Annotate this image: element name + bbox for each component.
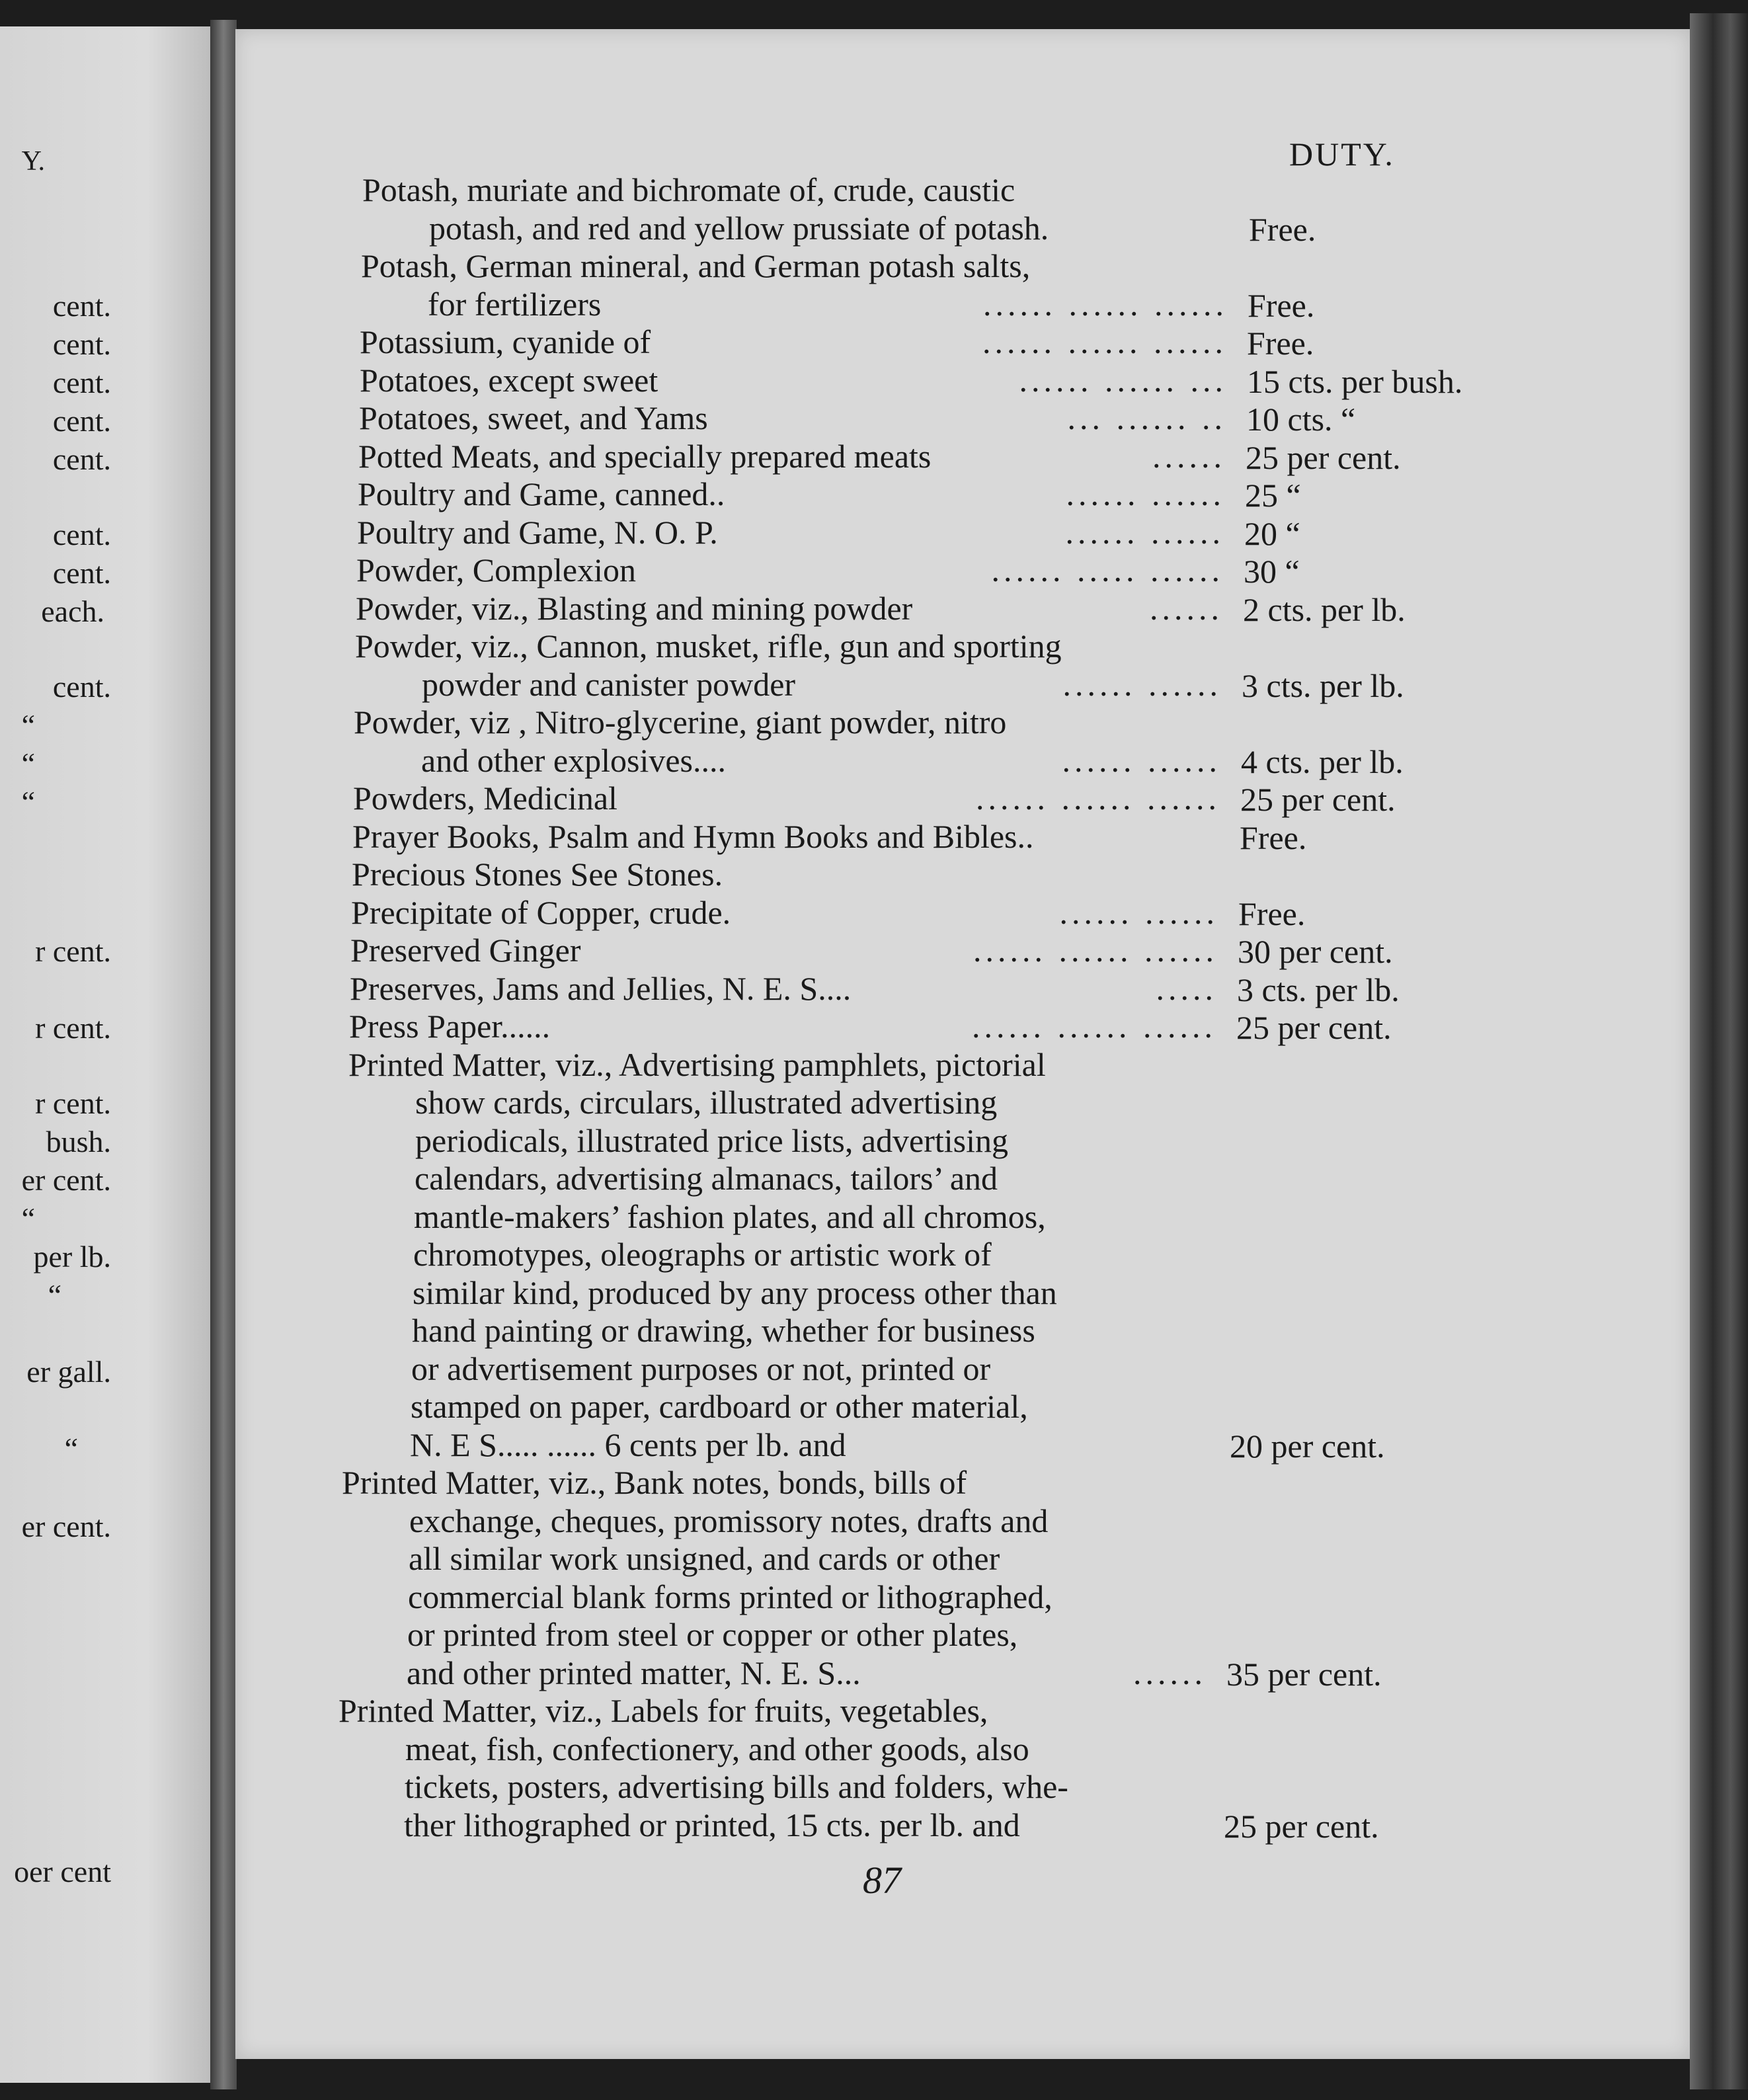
dot-leader: ...... ...... ...... xyxy=(976,780,1220,817)
tariff-entry-line xyxy=(355,627,1242,665)
tariff-entry-line xyxy=(411,1350,1231,1388)
entry-description: Potash, German mineral, and German potash salts, xyxy=(361,247,1031,284)
entry-description: Potatoes, except sweet xyxy=(360,361,658,399)
dot-leader: ...... ...... ...... xyxy=(982,323,1227,360)
tariff-entry-line xyxy=(429,209,1249,247)
entry-description: chromotypes, oleographs or artistic work of xyxy=(413,1236,992,1273)
tariff-entry-line xyxy=(414,1197,1234,1236)
entry-description: Printed Matter, viz., Bank notes, bonds, bills of xyxy=(342,1464,967,1501)
page-edge xyxy=(1690,13,1748,2089)
tariff-entry-line xyxy=(407,1654,1226,1692)
tariff-entry-line xyxy=(338,1691,1226,1730)
tariff-entry-line xyxy=(360,323,1247,361)
duty-column-header: DUTY. xyxy=(1289,136,1395,173)
duty-value: Free. xyxy=(1238,895,1306,932)
duty-value: 20 per cent. xyxy=(1230,1427,1385,1465)
tariff-entry-line xyxy=(362,171,1250,209)
left-facing-page xyxy=(0,26,210,2083)
tariff-entry-line xyxy=(358,437,1246,475)
dot-leader: ...... ...... xyxy=(1065,513,1224,551)
left-page-fragment: cent. xyxy=(52,556,111,590)
tariff-entry-line xyxy=(349,1007,1236,1045)
duty-value: 10 cts. “ xyxy=(1246,401,1356,438)
duty-value: Free. xyxy=(1240,819,1307,856)
duty-value: Free. xyxy=(1247,325,1314,362)
duty-value: Free. xyxy=(1249,210,1316,248)
entry-description: ther lithographed or printed, 15 cts. per lb. and xyxy=(404,1806,1020,1843)
duty-value: 30 “ xyxy=(1244,553,1300,590)
entry-description: meat, fish, confectionery, and other goods, also xyxy=(405,1730,1029,1767)
entry-description: or printed from steel or copper or other plates, xyxy=(407,1616,1018,1653)
left-page-fragment: er cent. xyxy=(21,1510,111,1543)
duty-value: 25 per cent. xyxy=(1246,438,1401,476)
left-page-fragment: r cent. xyxy=(35,934,111,968)
entry-description: Precipitate of Copper, crude. xyxy=(351,893,731,931)
tariff-entry-line xyxy=(409,1502,1229,1540)
tariff-entry-line xyxy=(358,475,1245,513)
dot-leader: ...... ...... xyxy=(1062,741,1221,779)
tariff-entry-line xyxy=(356,551,1244,589)
left-page-fragment: er gall. xyxy=(26,1355,111,1389)
dot-leader: ...... ...... ... xyxy=(1019,361,1227,399)
dot-leader: ...... ...... xyxy=(1062,665,1222,703)
tariff-entry-line xyxy=(352,855,1239,893)
entry-description: and other explosives.... xyxy=(421,741,727,779)
tariff-entry-line xyxy=(352,817,1240,856)
tariff-entry-line xyxy=(404,1806,1224,1844)
entry-description: potash, and red and yellow prussiate of potash. xyxy=(429,209,1049,247)
left-page-fragment: r cent. xyxy=(35,1086,111,1120)
entry-description: Powder, Complexion xyxy=(356,551,636,588)
entry-description: Powders, Medicinal xyxy=(353,780,617,817)
book-gutter xyxy=(210,20,237,2089)
page-number: 87 xyxy=(863,1859,901,1902)
entry-description: exchange, cheques, promissory notes, drafts and xyxy=(409,1502,1049,1539)
duty-value: 2 cts. per lb. xyxy=(1243,590,1406,628)
duty-value: 25 per cent. xyxy=(1224,1807,1379,1845)
dot-leader: ...... ...... ...... xyxy=(983,285,1228,323)
duty-value: 20 “ xyxy=(1244,514,1300,552)
dot-leader: ...... ...... ...... xyxy=(973,932,1218,969)
entry-description: calendars, advertising almanacs, tailors’ and xyxy=(415,1160,998,1197)
entry-description: stamped on paper, cardboard or other material, xyxy=(411,1388,1028,1425)
left-page-fragment: cent. xyxy=(52,289,111,323)
dot-leader: ...... ..... ...... xyxy=(991,551,1224,588)
entry-description: Precious Stones See Stones. xyxy=(352,856,723,893)
entry-description: Potash, muriate and bichromate of, crude, caustic xyxy=(362,171,1015,208)
tariff-entry-line xyxy=(342,1463,1229,1502)
tariff-entry-line xyxy=(415,1121,1235,1160)
tariff-entry-line xyxy=(421,741,1241,780)
tariff-entry-line xyxy=(410,1426,1230,1464)
entry-description: for fertilizers xyxy=(428,285,602,323)
tariff-entry-line xyxy=(359,399,1246,437)
entry-description: Poultry and Game, N. O. P. xyxy=(357,513,718,551)
entry-description: Press Paper...... xyxy=(349,1008,551,1045)
entry-description: Poultry and Game, canned.. xyxy=(358,475,725,512)
left-page-fragment: “ xyxy=(21,708,35,742)
left-page-fragment: “ xyxy=(48,1278,61,1312)
tariff-entry-line xyxy=(351,893,1238,932)
tariff-entry-line xyxy=(354,703,1241,741)
duty-value: 15 cts. per bush. xyxy=(1247,362,1463,400)
entry-description: Preserved Ginger xyxy=(350,932,581,969)
tariff-entry-line xyxy=(408,1578,1228,1616)
duty-value: 4 cts. per lb. xyxy=(1241,743,1404,780)
dot-leader: ...... xyxy=(1152,437,1226,475)
left-page-fragment: r cent. xyxy=(35,1011,111,1045)
entry-description: or advertisement purposes or not, printed or xyxy=(411,1350,991,1387)
left-page-fragment: each. xyxy=(41,594,104,628)
duty-value: 30 per cent. xyxy=(1238,933,1393,970)
entry-description: Powder, viz., Cannon, musket, rifle, gun and sporting xyxy=(355,627,1062,665)
entry-description: mantle-makers’ fashion plates, and all chromos, xyxy=(414,1197,1046,1235)
tariff-entry-line xyxy=(428,285,1248,323)
entry-description: Potted Meats, and specially prepared meats xyxy=(358,437,932,475)
tariff-entry-line xyxy=(411,1387,1230,1426)
duty-value: 25 “ xyxy=(1245,477,1301,514)
dot-leader: ...... ...... xyxy=(1059,893,1218,931)
tariff-entry-line xyxy=(361,247,1248,285)
dot-leader: ...... xyxy=(1150,589,1223,627)
entry-description: and other printed matter, N. E. S... xyxy=(407,1654,861,1691)
tariff-entry-line xyxy=(353,779,1240,817)
left-page-fragment: “ xyxy=(64,1432,78,1465)
entry-description: Powder, viz., Blasting and mining powder xyxy=(356,589,913,627)
left-page-fragment: cent. xyxy=(52,670,111,704)
entry-description: N. E S..... ...... 6 cents per lb. and xyxy=(410,1426,846,1463)
duty-value: 3 cts. per lb. xyxy=(1242,666,1404,704)
tariff-entry-line xyxy=(409,1539,1228,1578)
entry-description: Powder, viz , Nitro-glycerine, giant powder, nitro xyxy=(354,704,1007,741)
left-page-fragment: cent. xyxy=(52,442,111,476)
dot-leader: ..... xyxy=(1156,969,1217,1007)
tariff-entry-line xyxy=(407,1615,1227,1654)
entry-description: Potassium, cyanide of xyxy=(360,323,651,360)
dot-leader: ...... ...... xyxy=(1066,475,1225,512)
entry-description: all similar work unsigned, and cards or other xyxy=(409,1540,1000,1577)
tariff-entry-line xyxy=(350,969,1237,1008)
tariff-entry-line xyxy=(405,1730,1225,1768)
entry-description: Preserves, Jams and Jellies, N. E. S.... xyxy=(350,969,852,1007)
entry-description: hand painting or drawing, whether for business xyxy=(412,1312,1035,1349)
tariff-entry-line xyxy=(348,1045,1236,1084)
left-page-fragment: per lb. xyxy=(33,1240,111,1273)
left-page-fragment: Y. xyxy=(21,146,45,177)
left-page-fragment: er cent. xyxy=(21,1163,111,1197)
tariff-entry-line xyxy=(413,1273,1232,1312)
entry-description: commercial blank forms printed or lithographed, xyxy=(408,1578,1053,1615)
tariff-entry-line xyxy=(415,1083,1235,1121)
duty-value: 35 per cent. xyxy=(1226,1655,1382,1693)
tariff-entry-line xyxy=(357,513,1244,551)
left-page-fragment: cent. xyxy=(52,518,111,551)
duty-value: 3 cts. per lb. xyxy=(1237,971,1400,1008)
tariff-entry-line xyxy=(350,931,1238,969)
entry-description: Printed Matter, viz., Labels for fruits, vegetables, xyxy=(338,1692,988,1729)
entry-description: Printed Matter, viz., Advertising pamphlets, pictorial xyxy=(348,1045,1046,1083)
tariff-entry-line xyxy=(413,1235,1233,1273)
duty-value: 25 per cent. xyxy=(1240,781,1396,818)
duty-value: Free. xyxy=(1248,286,1315,324)
duty-value: 25 per cent. xyxy=(1236,1009,1392,1046)
left-page-fragment: cent. xyxy=(52,327,111,361)
entry-description: tickets, posters, advertising bills and folders, whe- xyxy=(405,1768,1068,1805)
dot-leader: ...... xyxy=(1133,1654,1207,1691)
tariff-entry-line xyxy=(422,665,1242,704)
tariff-entry-line xyxy=(405,1767,1224,1806)
left-page-fragment: “ xyxy=(21,1201,35,1235)
left-page-fragment: bush. xyxy=(46,1125,111,1158)
dot-leader: ...... ...... ...... xyxy=(972,1008,1216,1045)
left-page-fragment: oer cent xyxy=(14,1855,111,1888)
tariff-entry-line xyxy=(356,589,1243,627)
tariff-entry-line xyxy=(415,1159,1234,1197)
tariff-entry-line xyxy=(360,361,1247,399)
entry-description: powder and canister powder xyxy=(422,665,796,703)
entry-description: Potatoes, sweet, and Yams xyxy=(359,399,708,436)
left-page-fragment: “ xyxy=(21,747,35,780)
entry-description: periodicals, illustrated price lists, advertising xyxy=(415,1121,1008,1159)
entry-description: show cards, circulars, illustrated advertising xyxy=(415,1084,998,1121)
dot-leader: ... ...... .. xyxy=(1067,399,1226,436)
left-page-fragment: cent. xyxy=(52,404,111,438)
entry-description: Prayer Books, Psalm and Hymn Books and Bibles.. xyxy=(352,817,1034,855)
tariff-entry-line xyxy=(412,1311,1232,1350)
left-page-fragment: “ xyxy=(21,785,35,819)
entry-description: similar kind, produced by any process other than xyxy=(413,1273,1057,1311)
left-page-fragment: cent. xyxy=(52,366,111,399)
